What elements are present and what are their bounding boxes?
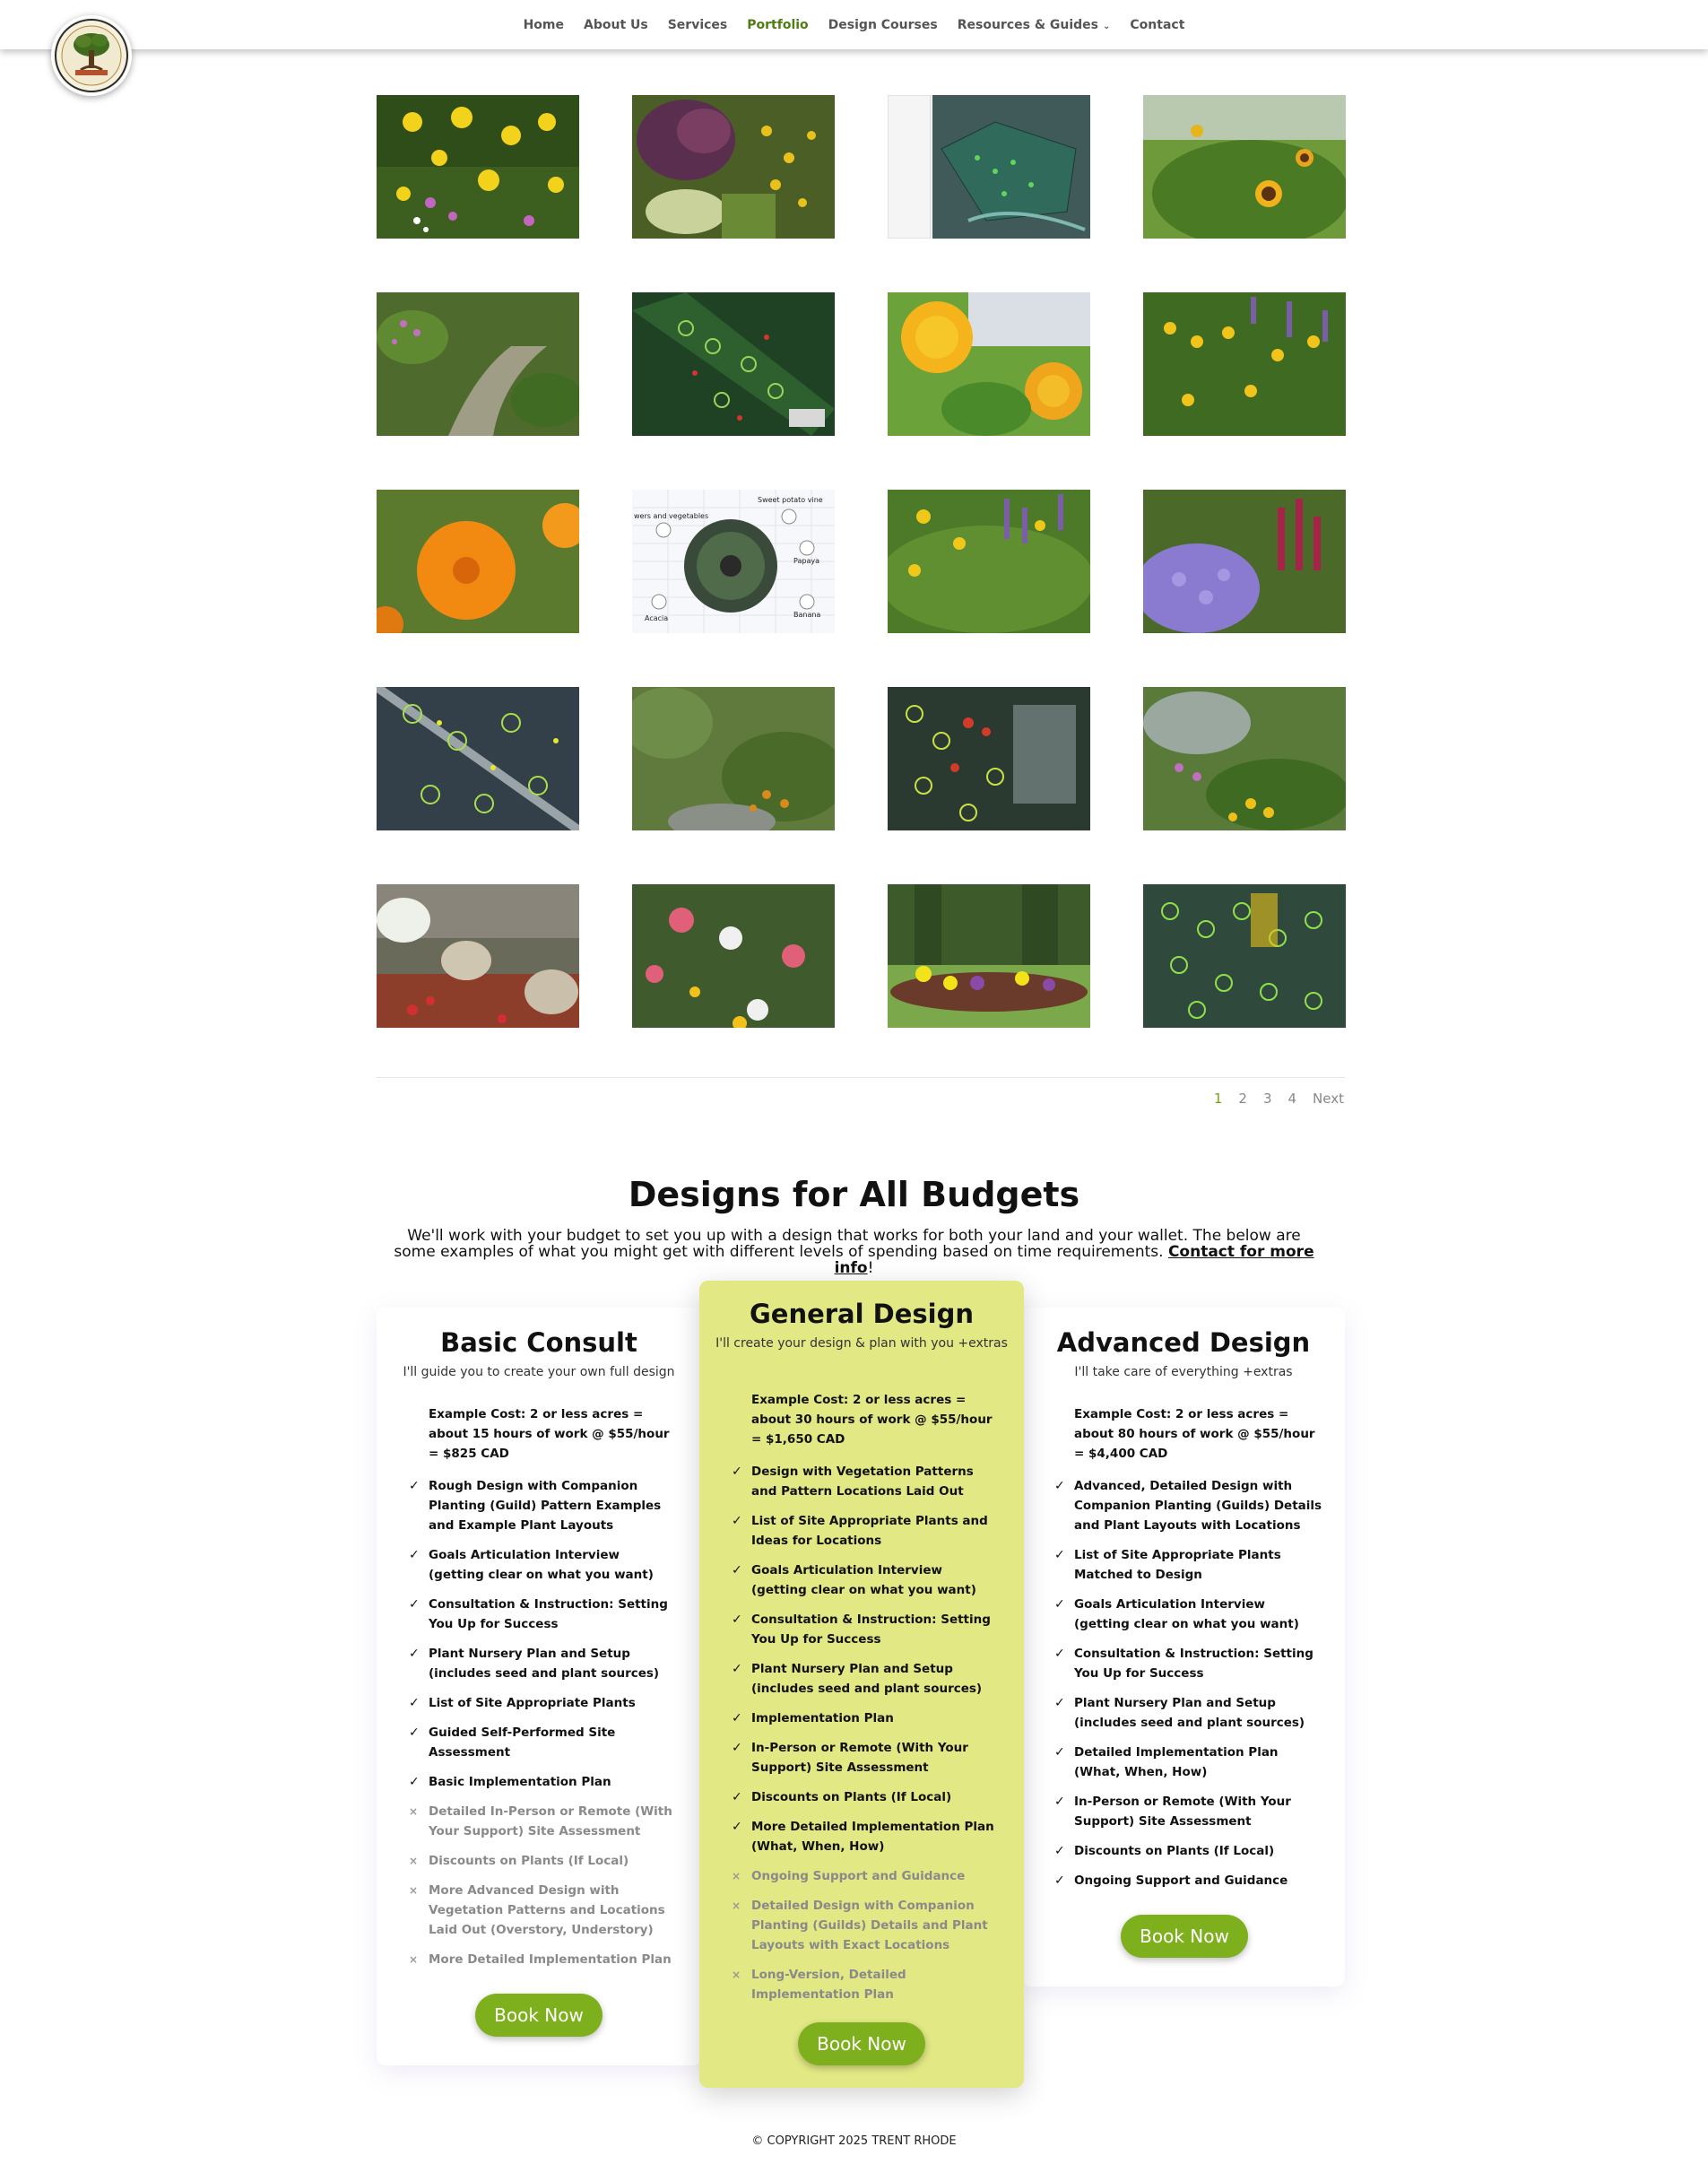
plan-feature-included [732,1610,1001,1649]
plan-feature-text: Consultation & Instruction: Setting You Up for Success [751,1612,991,1647]
plan-title: Advanced Design [1056,1327,1311,1358]
plan-feature-included [409,1693,678,1713]
plan-feature-included [1054,1595,1323,1634]
plan-feature-included [1054,1693,1323,1733]
gallery-image-coneflower-garden[interactable] [888,490,1090,633]
plan-feature-excluded [409,1950,678,1969]
check-icon: ✓ [732,1465,742,1479]
diagram-label: Papaya [793,557,819,565]
plan-feature-text: Ongoing Support and Guidance [751,1869,966,1883]
page-3-link[interactable]: 3 [1262,1091,1272,1107]
check-icon: ✓ [732,1514,742,1528]
budgets-intro-text: We'll work with your budget to set you up with a design that works for both your land and your wallet. The below are some examples of what you might get with different levels of spending based on time requirements. [394,1227,1301,1261]
check-icon: ✓ [409,1479,420,1493]
plan-feature-excluded [409,1851,678,1871]
plan-feature-included [1054,1644,1323,1683]
plan-feature-text: List of Site Appropriate Plants Matched to Design [1074,1548,1281,1582]
plan-subtitle: I'll create your design & plan with you +extras [715,1336,1008,1351]
plan-feature-text: Goals Articulation Interview (getting clear on what you want) [1074,1597,1299,1631]
plan-feature-text: Discounts on Plants (If Local) [429,1854,629,1868]
check-icon: ✓ [1054,1873,1065,1888]
plan-feature-excluded [409,1802,678,1841]
check-icon: ✓ [409,1597,420,1612]
nav-contact[interactable]: Contact [1130,17,1185,32]
gallery-image-rock-garden[interactable] [377,884,579,1028]
plan-feature-text: List of Site Appropriate Plants [429,1696,636,1710]
plan-feature-text: Ongoing Support and Guidance [1074,1873,1288,1888]
gallery-image-aerial-plan-red[interactable] [888,687,1090,830]
chevron-down-icon: ⌄ [1103,21,1111,31]
gallery-image-zinnias[interactable] [632,884,835,1028]
page-1-link[interactable]: 1 [1213,1091,1223,1107]
gallery-divider [377,1077,1345,1078]
plan-feature-text: Detailed Implementation Plan (What, When, How) [1074,1745,1279,1779]
plan-feature-text: Design with Vegetation Patterns and Pattern Locations Laid Out [751,1465,974,1499]
check-icon: ✓ [732,1563,742,1578]
gallery-image-aerial-plan-round[interactable] [632,292,835,436]
gallery-image-flower-bed-lawn[interactable] [888,884,1090,1028]
plan-feature-text: Detailed Design with Companion Planting (Guilds) Details and Plant Layouts with Exact Locations [751,1899,988,1952]
check-icon: ✓ [1054,1647,1065,1661]
plan-feature-included [732,1708,1001,1728]
plan-feature-included [732,1817,1001,1856]
plan-feature-text: Long-Version, Detailed Implementation Plan [751,1968,906,2002]
check-icon: ✓ [1054,1745,1065,1760]
plan-feature-included [1054,1841,1323,1861]
check-icon: ✓ [732,1662,742,1676]
plan-feature-text: In-Person or Remote (With Your Support) Site Assessment [1074,1795,1291,1829]
plan-feature-text: Guided Self-Performed Site Assessment [429,1725,616,1760]
portfolio-gallery [377,95,1345,1028]
plan-feature-excluded [409,1881,678,1940]
plan-feature-list [1054,1404,1323,1900]
gallery-image-aerial-plan-dense[interactable] [1143,884,1346,1028]
plan-feature-text: Plant Nursery Plan and Setup (includes seed and plant sources) [1074,1696,1305,1730]
page-4-link[interactable]: 4 [1288,1091,1297,1107]
x-icon: × [732,1870,741,1882]
nav-services[interactable]: Services [667,17,728,32]
plan-feature-text: Consultation & Instruction: Setting You Up for Success [429,1597,668,1631]
diagram-label: Acacia [645,614,669,622]
gallery-image-guild-plan-diagram[interactable] [632,490,835,633]
plan-feature-included [409,1595,678,1634]
plan-feature-included [732,1560,1001,1600]
plan-feature-included [1054,1743,1323,1782]
plan-feature-text: More Detailed Implementation Plan [429,1952,672,1967]
gallery-image-purple-asters[interactable] [1143,490,1346,633]
plan-feature-text: Advanced, Detailed Design with Companion Planting (Guilds) Details and Plant Layouts with Locations [1074,1479,1322,1533]
plan-feature-included [409,1545,678,1585]
diagram-label: Banana [793,611,821,619]
check-icon: ✓ [409,1696,420,1710]
plan-feature-excluded [732,1866,1001,1886]
plan-feature-excluded [732,1896,1001,1955]
nav-design-courses[interactable]: Design Courses [828,17,938,32]
check-icon: ✓ [409,1725,420,1740]
footer-copyright: © COPYRIGHT 2025 TRENT RHODE [751,2134,957,2148]
plan-feature-included [1054,1476,1323,1535]
plan-feature-text: Implementation Plan [751,1711,894,1725]
plan-feature-text: More Detailed Implementation Plan (What, When, How) [751,1820,994,1854]
contact-link[interactable]: Contact for more info [834,1243,1314,1277]
plan-feature-included [1054,1545,1323,1585]
gallery-image-orange-sunflowers[interactable] [888,292,1090,436]
plan-feature-included [409,1772,678,1792]
plan-feature-text: List of Site Appropriate Plants and Ideas for Locations [751,1514,988,1548]
gallery-image-aerial-site-map[interactable] [888,95,1090,239]
plan-feature-excluded [732,1965,1001,2004]
plan-feature-text: Goals Articulation Interview (getting clear on what you want) [751,1563,976,1597]
plan-card-general [699,1281,1024,2088]
plan-feature-text: More Advanced Design with Vegetation Patterns and Locations Laid Out (Overstory, Understory) [429,1883,665,1937]
gallery-pagination [1214,1091,1344,1107]
gallery-image-overgrown-garden[interactable] [632,687,835,830]
plan-feature-list [409,1404,678,1979]
plan-cost: Example Cost: 2 or less acres = about 15 hours of work @ $55/hour = $825 CAD [429,1407,670,1461]
nav-portfolio[interactable]: Portfolio [747,17,809,32]
plan-feature-text: Goals Articulation Interview (getting clear on what you want) [429,1548,654,1582]
nav-resources-label: Resources & Guides [957,17,1099,32]
plan-feature-included [732,1511,1001,1551]
plan-feature-included [409,1476,678,1535]
plan-feature-included [1054,1871,1323,1891]
budgets-title: Designs for All Budgets [628,1175,1080,1214]
plan-feature-list [732,1390,1001,2014]
check-icon: ✓ [1054,1844,1065,1858]
page-2-link[interactable]: 2 [1238,1091,1247,1107]
check-icon: ✓ [732,1612,742,1627]
plan-feature-text: Plant Nursery Plan and Setup (includes seed and plant sources) [751,1662,983,1696]
x-icon: × [732,1899,741,1912]
budgets-intro-end: ! [867,1259,874,1277]
plan-card-advanced [1022,1308,1345,1986]
x-icon: × [732,1969,741,1981]
plan-title: Basic Consult [440,1327,637,1358]
gallery-image-orange-calendula[interactable] [377,490,579,633]
plan-feature-text: In-Person or Remote (With Your Support) Site Assessment [751,1741,968,1775]
plan-cost: Example Cost: 2 or less acres = about 30 hours of work @ $55/hour = $1,650 CAD [751,1393,993,1447]
check-icon: ✓ [1054,1696,1065,1710]
budgets-intro [386,1228,1322,1276]
plan-feature-included [409,1644,678,1683]
check-icon: ✓ [732,1790,742,1804]
check-icon: ✓ [409,1548,420,1562]
plan-feature-text: Discounts on Plants (If Local) [751,1790,952,1804]
gallery-image-purple-foliage-garden[interactable] [632,95,835,239]
plan-feature-included [409,1723,678,1762]
x-icon: × [409,1884,419,1897]
check-icon: ✓ [732,1820,742,1834]
nav-resources-guides[interactable] [958,18,1111,32]
gallery-image-garden-path[interactable] [377,292,579,436]
plan-feature-text: Basic Implementation Plan [429,1775,611,1789]
check-icon: ✓ [732,1711,742,1725]
x-icon: × [409,1855,419,1867]
plan-feature-text: Plant Nursery Plan and Setup (includes seed and plant sources) [429,1647,660,1681]
book-now-button[interactable]: Book Now [1121,1915,1248,1958]
plan-feature-included [732,1659,1001,1699]
plan-feature-text: Rough Design with Companion Planting (Guild) Pattern Examples and Example Plant Layouts [429,1479,662,1533]
next-page-link[interactable]: Next [1313,1091,1344,1107]
check-icon: ✓ [732,1741,742,1755]
gallery-image-wildflower-border[interactable] [1143,687,1346,830]
gallery-image-black-eyed-susans[interactable] [1143,292,1346,436]
plan-subtitle: I'll take care of everything +extras [1074,1365,1293,1379]
plan-feature-included [732,1462,1001,1501]
plan-subtitle: I'll guide you to create your own full design [403,1365,675,1379]
x-icon: × [409,1805,419,1818]
nav-about-us[interactable]: About Us [584,17,648,32]
plan-feature-included [732,1738,1001,1778]
book-now-button[interactable]: Book Now [475,1994,603,2037]
nav-home[interactable]: Home [523,17,564,32]
check-icon: ✓ [1054,1479,1065,1493]
check-icon: ✓ [409,1775,420,1789]
diagram-label: wers and vegetables [634,512,709,520]
plan-feature-included [1054,1792,1323,1831]
gallery-image-sunflowers-field[interactable] [1143,95,1346,239]
check-icon: ✓ [1054,1597,1065,1612]
diagram-label: Sweet potato vine [758,496,823,504]
plan-feature-text: Detailed In-Person or Remote (With Your Support) Site Assessment [429,1804,672,1838]
x-icon: × [409,1953,419,1966]
check-icon: ✓ [1054,1548,1065,1562]
gallery-image-aerial-plan-green[interactable] [377,687,579,830]
plan-feature-text: Discounts on Plants (If Local) [1074,1844,1275,1858]
plan-cost: Example Cost: 2 or less acres = about 80 hours of work @ $55/hour = $4,400 CAD [1074,1407,1315,1461]
gallery-image-yellow-flowers[interactable] [377,95,579,239]
main-nav [0,0,1708,49]
check-icon: ✓ [1054,1795,1065,1809]
book-now-button[interactable]: Book Now [798,2022,925,2065]
plan-title: General Design [749,1299,975,1329]
check-icon: ✓ [409,1647,420,1661]
plan-feature-included [732,1787,1001,1807]
plan-feature-text: Consultation & Instruction: Setting You Up for Success [1074,1647,1314,1681]
plan-card-basic [377,1308,701,2065]
